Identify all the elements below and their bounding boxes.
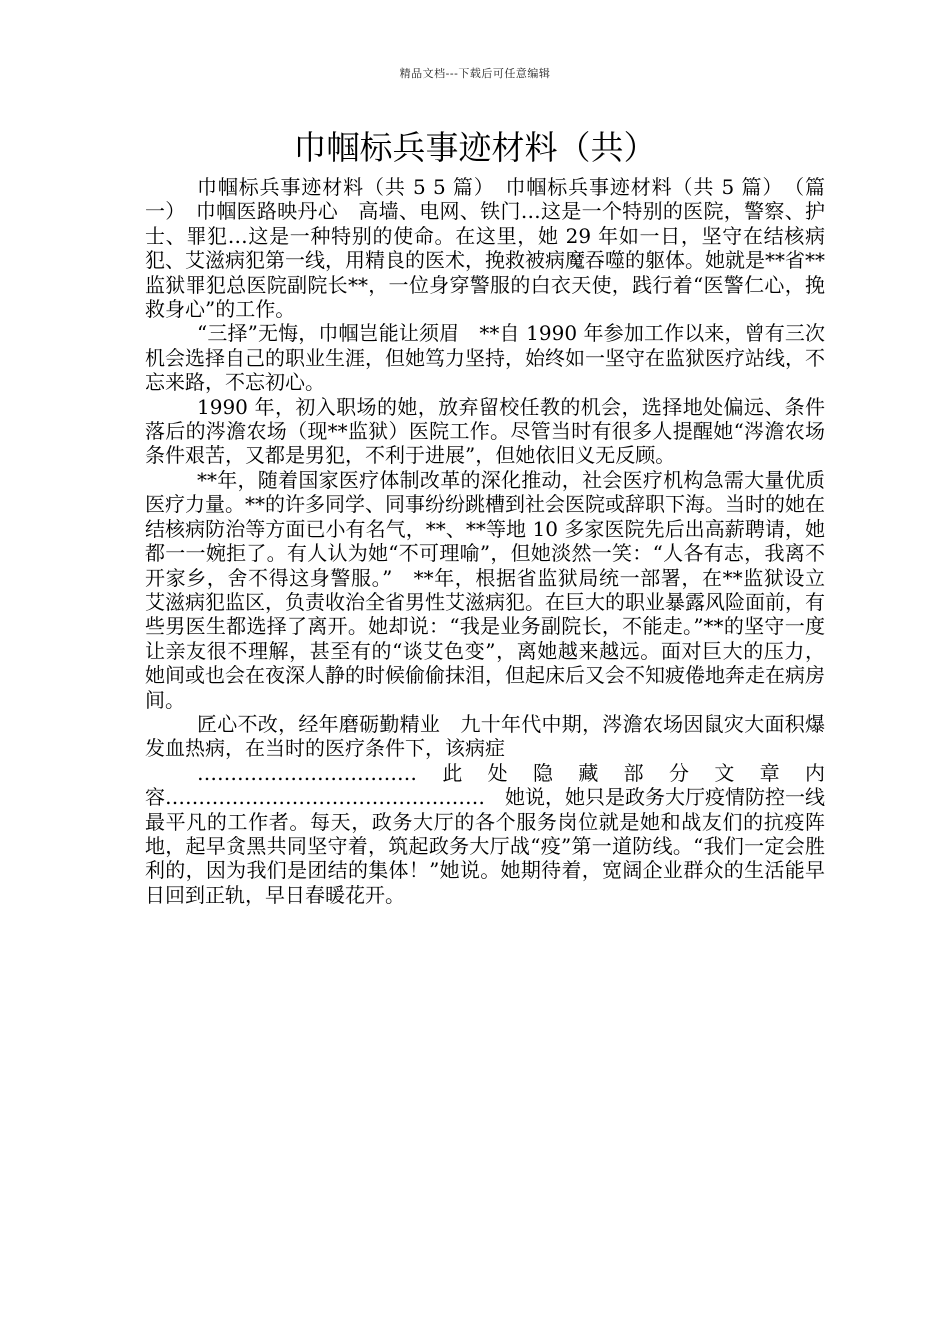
page-title: 巾帼标兵事迹材料（共） xyxy=(293,128,657,167)
paragraph-5: 匠心不改，经年磨砺勤精业 九十年代中期，涔澹农场因鼠灾大面积爆发血热病，在当时的医疗条件下，该病症 xyxy=(145,711,825,761)
paragraph-4: **年，随着国家医疗体制改革的深化推动，社会医疗机构急需大量优质医疗力量。**的许多同学、同事纷纷跳槽到社会医院或辞职下海。当时的她在结核病防治等方面已小有名气，**、**等地 10 多家医院先后出高薪聘请，她都一一婉拒了。有人认为她“不可理喻”，但她淡然一笑：“人各有志，我离不开家乡，舍不得这身警服。” **年，根据省监狱局统一部署，在**监狱设立艾滋病犯监区，负责收治全省男性艾滋病犯。在巨大的职业暴露风险面前，有些男医生都选择了离开。她却说：“我是业务副院长，不能走。”**的坚守一度让亲友很不理解，甚至有的“谈艾色变”，离她越来越远。面对巨大的压力，她间或也会在夜深人静的时候偷偷抹泪，但起床后又会不知疲倦地奔走在病房间。 xyxy=(145,467,825,712)
paragraph-6: ……………………………此处隐藏部分文章内容………………………………………… 她说，她只是政务大厅疫情防控一线最平凡的工作者。每天，政务大厅的各个服务岗位就是她和战友们的抗疫阵地，起早贪黑共同坚守着，筑起政务大厅战“疫”第一道防线。“我们一定会胜利的，因为我们是团结的集体！”她说。她期待着，宽阔企业群众的生活能早日回到正轨，早日春暖花开。 xyxy=(145,760,825,907)
document-body xyxy=(145,175,825,907)
paragraph-2: “三择”无悔，巾帼岂能让须眉 **自 1990 年参加工作以来，曾有三次机会选择自己的职业生涯，但她笃力坚持，始终如一坚守在监狱医疗站线，不忘来路，不忘初心。 xyxy=(145,321,825,395)
paragraph-1: 巾帼标兵事迹材料（共 5 5 篇） 巾帼标兵事迹材料（共 5 篇） （篇一） 巾帼医路映丹心 高墙、电网、铁门…这是一个特别的医院，警察、护士、罪犯…这是一种特别的使命。在这里，她 29 年如一日，坚守在结核病犯、艾滋病犯第一线，用精良的医术，挽救被病魔吞噬的躯体。她就是**省**监狱罪犯总医院副院长**，一位身穿警服的白衣天使，践行着“医警仁心，挽救身心”的工作。 xyxy=(145,175,825,322)
paragraph-3: 1990 年，初入职场的她，放弃留校任教的机会，选择地处偏远、条件落后的涔澹农场（现**监狱）医院工作。尽管当时有很多人提醒她“涔澹农场条件艰苦，又都是男犯，不利于进展”，但她依旧义无反顾。 xyxy=(145,394,825,468)
header-note: 精品文档---下载后可任意编辑 xyxy=(399,67,551,80)
